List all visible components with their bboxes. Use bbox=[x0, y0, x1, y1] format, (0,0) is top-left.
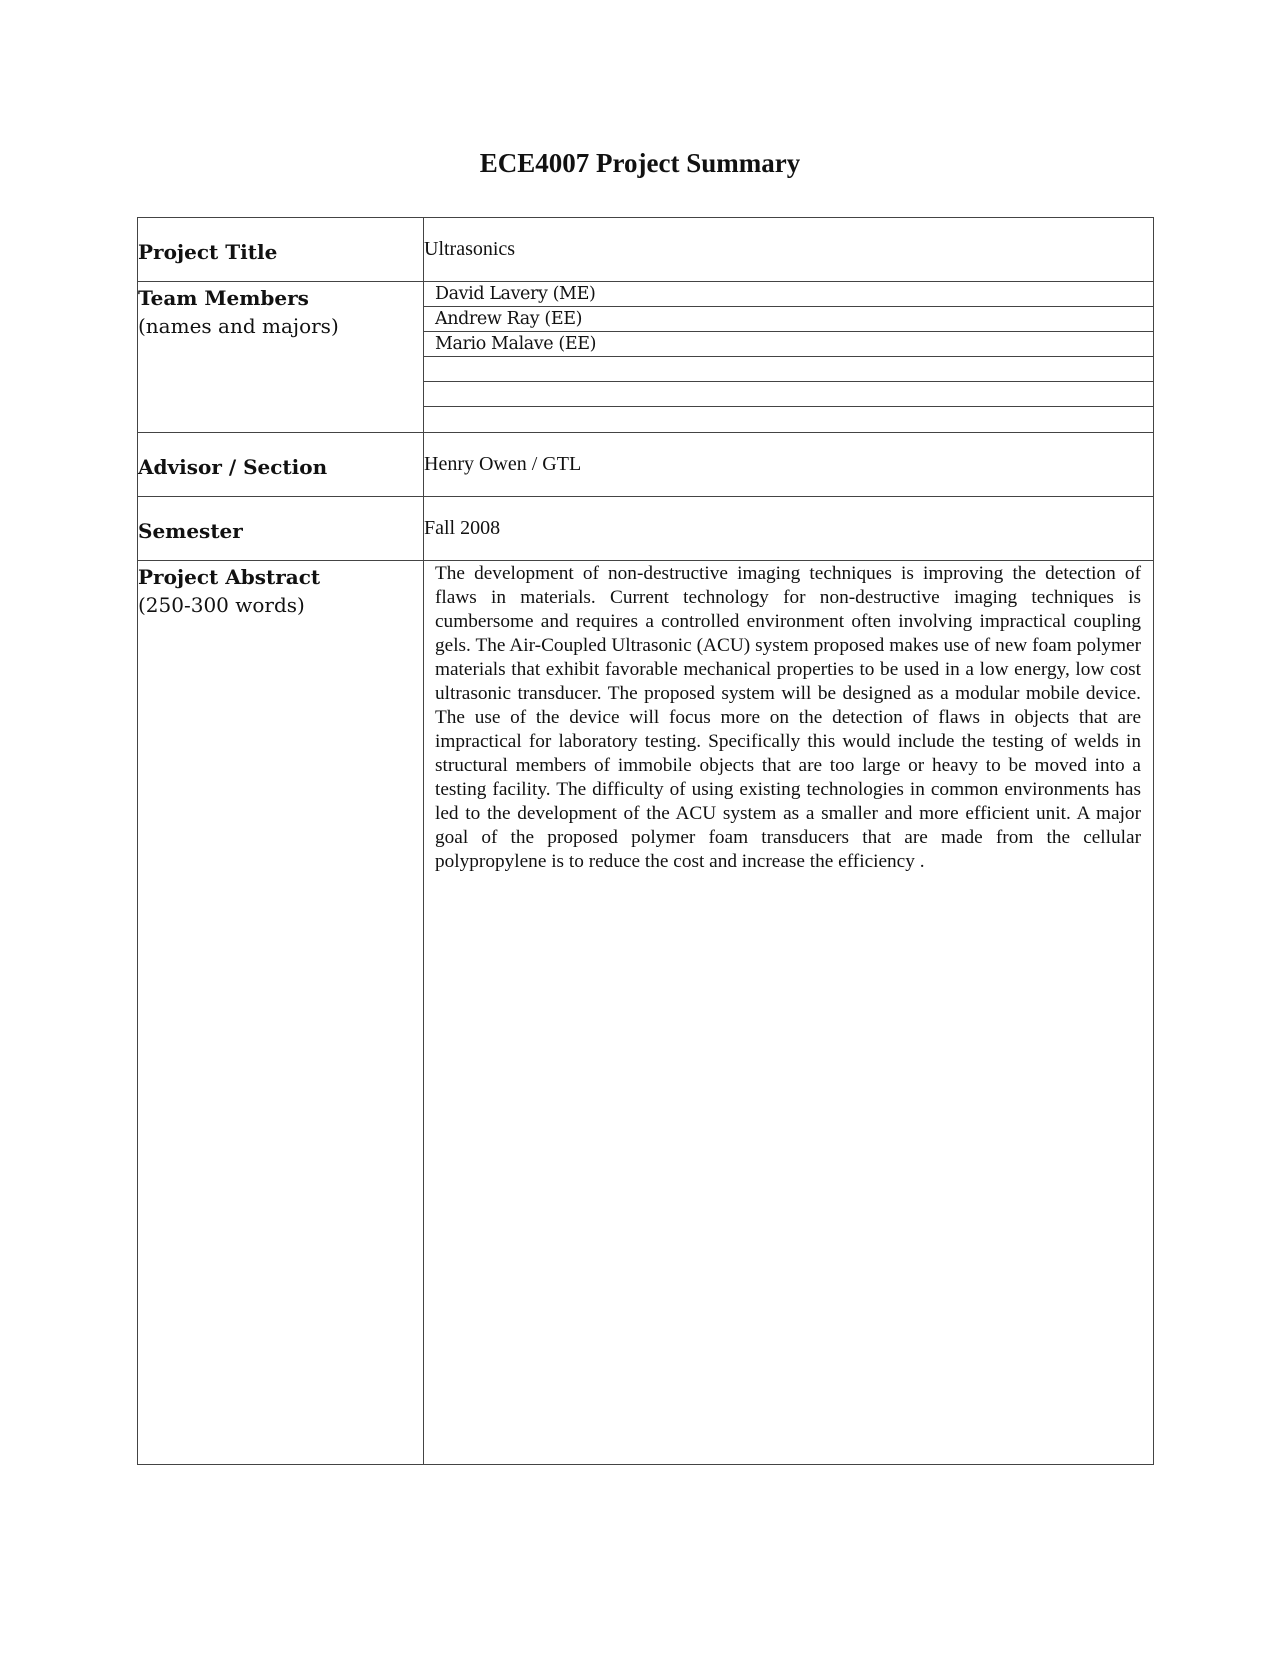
label-cell-team-members bbox=[138, 282, 424, 433]
team-member-entry: Andrew Ray (EE) bbox=[424, 307, 1153, 332]
semester-label: Semester bbox=[138, 518, 243, 543]
team-members-list-cell bbox=[424, 282, 1154, 433]
row-team-members bbox=[138, 282, 1154, 433]
row-project-title bbox=[138, 218, 1154, 282]
project-abstract-text: The development of non-destructive imaging techniques is improving the detection of flaws in materials. Current technology for non-destructive imaging techniques is cumbersome and requires a controlled environment often involving impractical coupling gels. The Air-Coupled Ultrasonic (ACU) system proposed makes use of new foam polymer materials that exhibit favorable mechanical properties to be used in a low energy, low cost ultrasonic transducer. The proposed system will be designed as a modular mobile device. The use of the device will focus more on the detection of flaws in objects that are impractical for laboratory testing. Specifically this would include the testing of welds in structural members of immobile objects that are too large or heavy to be moved into a testing facility. The difficulty of using existing technologies in common environments has led to the development of the ACU system as a smaller and more efficient unit. A major goal of the proposed polymer foam transducers that are made from the cellular polypropylene is to reduce the cost and increase the efficiency . bbox=[435, 563, 1141, 872]
project-title-value: Ultrasonics bbox=[424, 218, 1154, 282]
project-abstract-sublabel: (250-300 words) bbox=[138, 593, 305, 617]
team-members-list bbox=[424, 282, 1153, 432]
team-members-label: Team Members bbox=[138, 286, 309, 310]
row-project-abstract bbox=[138, 561, 1154, 1465]
advisor-section-value: Henry Owen / GTL bbox=[424, 433, 1154, 497]
project-abstract-cell bbox=[424, 561, 1154, 1465]
semester-value: Fall 2008 bbox=[424, 497, 1154, 561]
row-advisor-section bbox=[138, 433, 1154, 497]
team-member-entry-empty bbox=[424, 357, 1153, 382]
page-title: ECE4007 Project Summary bbox=[479, 148, 801, 178]
team-member-entry: Mario Malave (EE) bbox=[424, 332, 1153, 357]
advisor-section-label: Advisor / Section bbox=[138, 454, 328, 479]
team-member-entry-empty bbox=[424, 382, 1153, 407]
team-members-sublabel: (names and majors) bbox=[138, 314, 339, 338]
label-cell-advisor-section bbox=[138, 433, 424, 497]
row-semester bbox=[138, 497, 1154, 561]
team-member-entry-empty bbox=[424, 407, 1153, 432]
project-title-label: Project Title bbox=[138, 239, 278, 264]
project-summary-table bbox=[137, 217, 1154, 1465]
team-member-entry: David Lavery (ME) bbox=[424, 282, 1153, 307]
label-cell-project-title bbox=[138, 218, 424, 282]
project-abstract-label: Project Abstract bbox=[138, 565, 321, 589]
label-cell-semester bbox=[138, 497, 424, 561]
label-cell-project-abstract bbox=[138, 561, 424, 1465]
